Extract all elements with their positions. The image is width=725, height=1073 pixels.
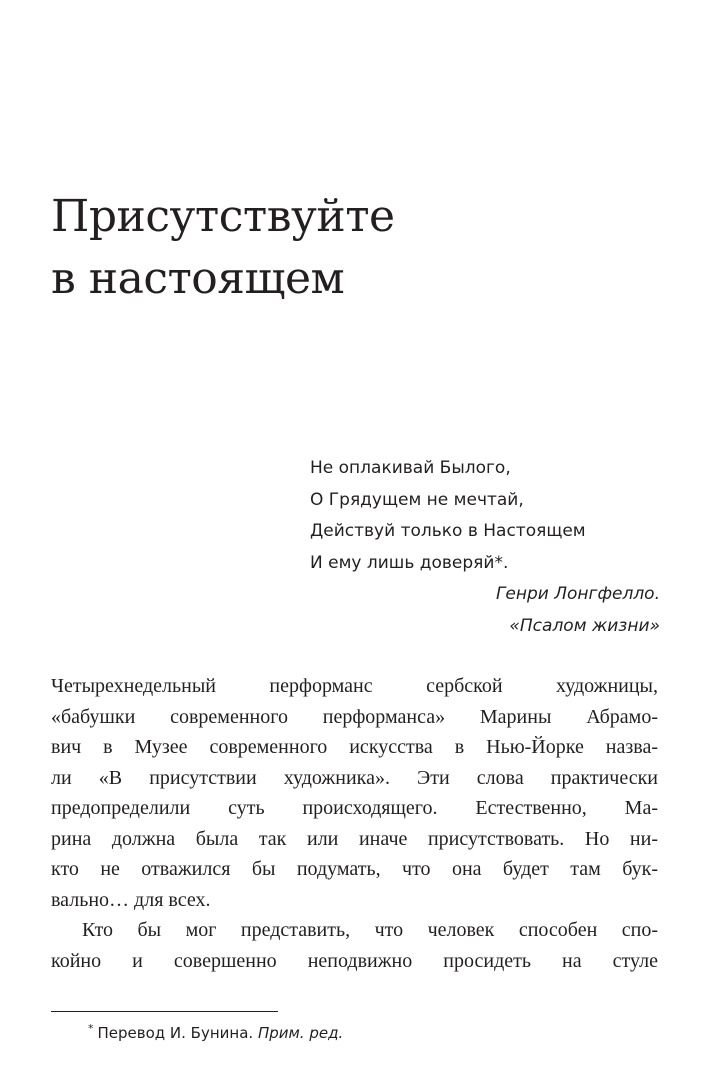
chapter-title — [51, 186, 671, 310]
body-line: вич в Музее современного искусства в Нью-Йорке назва- — [51, 736, 658, 758]
body-text — [51, 671, 658, 976]
chapter-title-line-1: Присутствуйте — [51, 191, 395, 242]
footnote-text: Перевод И. Бунина. — [97, 1024, 258, 1042]
body-line: кто не отважился бы подумать, что она будет там бук- — [51, 858, 658, 880]
epigraph — [310, 453, 660, 642]
epigraph-author: Генри Лонгфелло. — [495, 584, 660, 604]
epigraph-line-4: И ему лишь доверяй*. — [310, 552, 509, 573]
epigraph-line-1: Не оплакивай Былого, — [310, 458, 511, 478]
footnote — [88, 1022, 343, 1044]
body-line: Четырехнедельный перформанс сербской художницы, — [51, 675, 658, 697]
footnote-mark: * — [88, 1022, 94, 1035]
epigraph-line-2: О Грядущем не мечтай, — [310, 489, 524, 510]
body-line: рина должна была так или иначе присутствовать. Но ни- — [51, 827, 658, 850]
body-line: вально… для всех. — [51, 888, 211, 911]
body-line: Кто бы мог представить, что человек способен спо- — [82, 919, 658, 941]
body-line: «бабушки современного перформанса» Марины Абрамо- — [51, 705, 658, 728]
body-line: ли «В присутствии художника». Эти слова практически — [51, 766, 658, 789]
footnote-divider — [51, 1011, 278, 1012]
footnote-editor-note: Прим. ред. — [257, 1024, 344, 1042]
epigraph-line-3: Действуй только в Настоящем — [310, 521, 586, 541]
body-line: койно и совершенно неподвижно просидеть на стуле — [51, 949, 658, 972]
chapter-title-line-2: в настоящем — [51, 253, 345, 304]
epigraph-work: «Псалом жизни» — [509, 615, 660, 636]
body-line: предопределили суть происходящего. Естественно, Ма- — [51, 797, 658, 819]
